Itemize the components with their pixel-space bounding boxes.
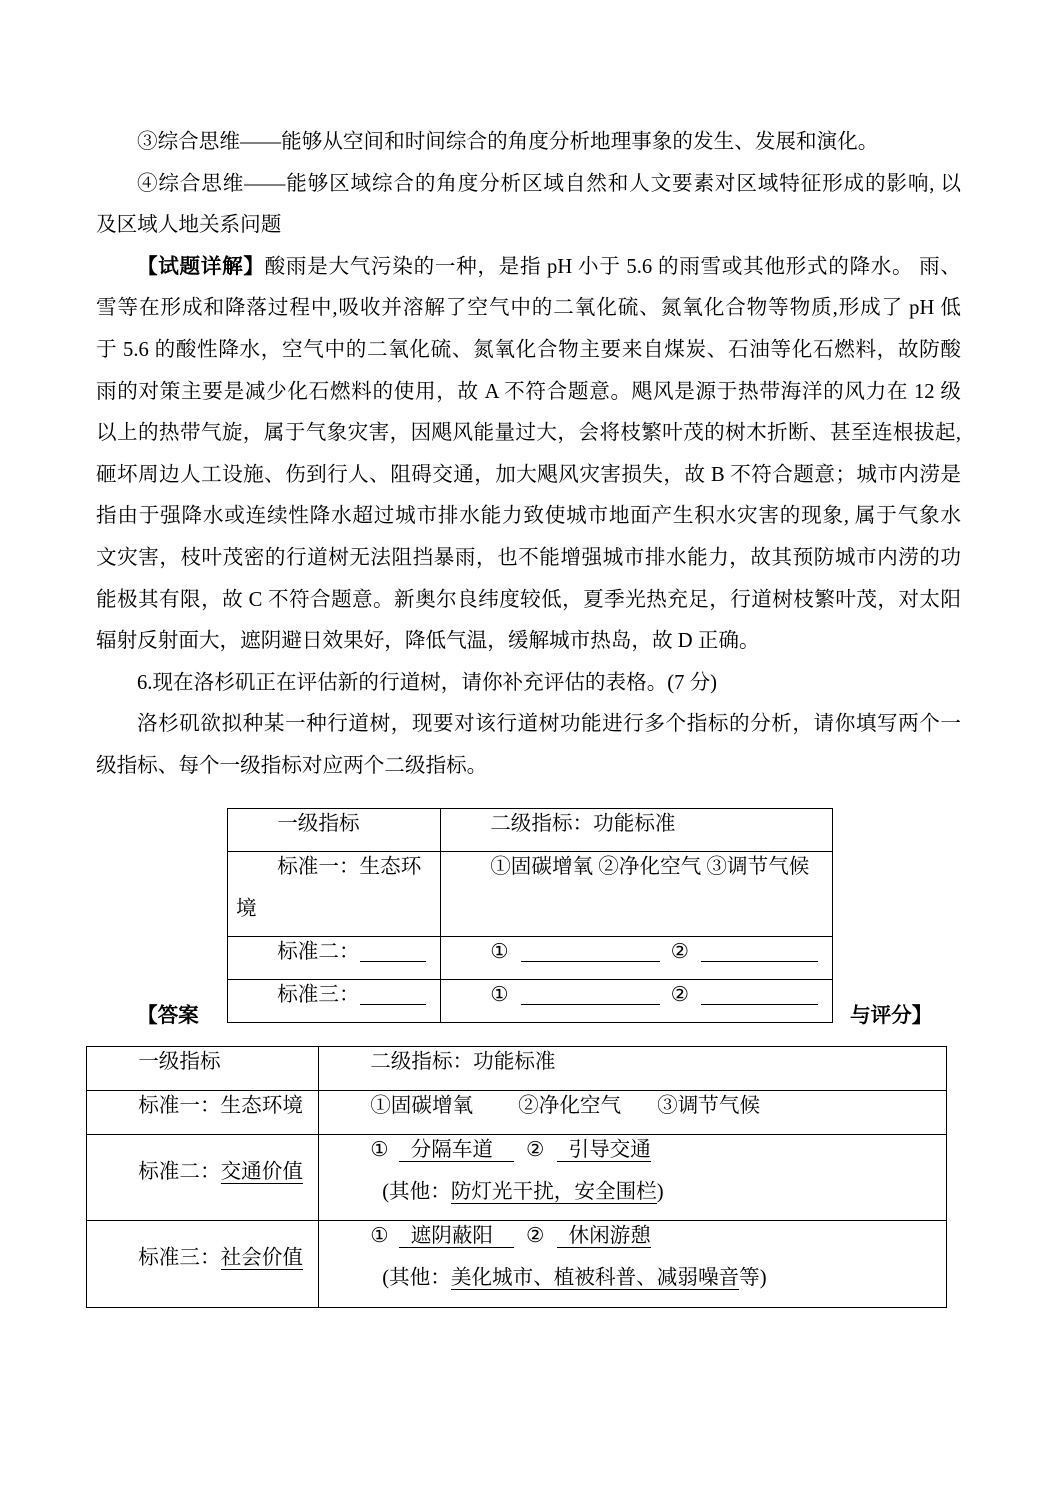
- evaluation-table-blank: [227, 808, 833, 1023]
- level2-item: ②净化空气: [518, 1095, 622, 1117]
- level1-label: 标准一：生态环境: [236, 856, 422, 920]
- level2-cell: [319, 1221, 947, 1308]
- item-mark: ②: [670, 984, 690, 1006]
- analysis-line: 能极其有限，故 C 不符合题意。新奥尔良纬度较低，夏季光热充足，行道树枝繁叶茂，对太阳: [96, 588, 961, 611]
- evaluation-table-answer: [86, 1046, 947, 1308]
- fill-in-blank: [521, 988, 660, 1005]
- level1-cell: [87, 1221, 319, 1308]
- other-suffix: 等): [739, 1267, 767, 1289]
- level2-text: ①固碳增氧 ②净化空气 ③调节气候: [490, 856, 810, 878]
- fill-in-blank: [521, 945, 660, 962]
- fill-in-blank: [360, 945, 426, 962]
- level1-cell: [228, 980, 441, 1023]
- item-mark: ②: [526, 1139, 545, 1161]
- table-row: [228, 980, 833, 1023]
- level1-cell: [87, 1091, 319, 1135]
- level2-answer: 遮阴蔽阳: [399, 1225, 514, 1248]
- table-row: [87, 1091, 947, 1135]
- answer-heading-left: 【答案: [137, 1005, 199, 1027]
- other-prefix: (其他：: [382, 1181, 451, 1203]
- analysis-line: 以上的热带气旋，属于气象灾害，因飓风能量过大，会将枝繁叶茂的树木折断、甚至连根拔起,: [96, 422, 961, 445]
- fill-in-blank: [701, 945, 818, 962]
- question-instruction-line: 洛杉矶欲拟种某一种行道树，现要对该行道树功能进行多个指标的分析，请你填写两个一: [137, 713, 961, 736]
- header-level1-label: 一级指标: [277, 813, 360, 835]
- header-cell-level1: [87, 1047, 319, 1091]
- level1-label: 标准三：: [277, 984, 360, 1006]
- paragraph-comprehensive-thinking-4-line: 及区域人地关系问题: [96, 214, 282, 237]
- question-instruction-line: 级指标、每个一级指标对应两个二级指标。: [96, 754, 488, 777]
- other-answers: 美化城市、植被科普、减弱噪音: [450, 1267, 740, 1289]
- analysis-line: 指由于强降水或连续性降水超过城市排水能力致使城市地面产生积水灾害的现象, 属于气象水: [96, 505, 961, 528]
- fill-in-blank: [701, 988, 818, 1005]
- level2-answer: 休闲游憩: [557, 1225, 651, 1248]
- item-mark: ①: [370, 1139, 389, 1161]
- level2-answer: 分隔车道: [399, 1139, 514, 1162]
- item-mark: ①: [490, 984, 509, 1006]
- analysis-line: 文灾害，枝叶茂密的行道树无法阻挡暴雨，也不能增强城市排水能力，故其预防城市内涝的功: [96, 546, 961, 569]
- paragraph-comprehensive-thinking-4-line: ④综合思维——能够区域综合的角度分析区域自然和人文要素对区域特征形成的影响, 以: [137, 172, 961, 195]
- header-level1-label: 一级指标: [138, 1051, 221, 1073]
- analysis-line: 砸坏周边人工设施、伤到行人、阻碍交通，加大飓风灾害损失，故 B 不符合题意；城市内涝是: [96, 463, 961, 486]
- level2-cell: [441, 980, 833, 1023]
- analysis-line: 于 5.6 的酸性降水，空气中的二氧化硫、氮氧化合物主要来自煤炭、石油等化石燃料，故防酸: [96, 338, 961, 361]
- level1-cell: [228, 852, 441, 937]
- other-answers: 防灯光干扰，安全围栏: [450, 1181, 657, 1203]
- level2-item: ③调节气候: [657, 1095, 761, 1117]
- level1-prefix: 标准二：: [138, 1160, 221, 1183]
- level2-answer: 引导交通: [557, 1139, 651, 1162]
- level1-label: 标准二：: [277, 941, 360, 963]
- level2-cell: [319, 1091, 947, 1135]
- header-level2-label: 二级指标：功能标准: [490, 813, 676, 835]
- table-row: [228, 852, 833, 937]
- item-mark: ②: [526, 1225, 545, 1247]
- analysis-line: 辐射反射面大，遮阴避日效果好，降低气温，缓解城市热岛，故 D 正确。: [96, 630, 760, 653]
- item-mark: ①: [490, 941, 509, 963]
- item-mark: ①: [370, 1225, 389, 1247]
- analysis-text: 酸雨是大气污染的一种，是指 pH 小于 5.6 的雨雪或其他形式的降水。 雨、: [264, 255, 962, 278]
- paragraph-comprehensive-thinking-3: ③综合思维——能够从空间和时间综合的角度分析地理事象的发生、发展和演化。: [137, 131, 879, 153]
- table-row: [87, 1221, 947, 1308]
- header-level2-label: 二级指标：功能标准: [370, 1051, 556, 1073]
- body-text: [96, 122, 961, 788]
- analysis-label: 【试题详解】: [137, 255, 265, 278]
- header-cell-level2: [319, 1047, 947, 1091]
- other-suffix: ): [656, 1181, 664, 1203]
- item-mark: ②: [670, 941, 690, 963]
- fill-in-blank: [360, 988, 426, 1005]
- analysis-line: 雨的对策主要是减少化石燃料的使用，故 A 不符合题意。飓风是源于热带海洋的风力在 12 级: [96, 380, 961, 403]
- level1-prefix: 标准三：: [138, 1247, 221, 1269]
- level1-cell: [87, 1135, 319, 1221]
- answer-heading-right: 与评分】: [850, 1005, 933, 1027]
- analysis-line: 雪等在形成和降落过程中,吸收并溶解了空气中的二氧化硫、氮氧化合物等物质,形成了 pH 低: [96, 297, 961, 320]
- table-row: [87, 1135, 947, 1221]
- table-header-row: [87, 1047, 947, 1091]
- analysis-line: [96, 247, 961, 289]
- level1-answer: 交通价值: [220, 1160, 303, 1183]
- level1-answer: 社会价值: [220, 1247, 303, 1269]
- level2-cell: [441, 852, 833, 937]
- level2-item: ①固碳增氧: [370, 1095, 474, 1117]
- question-6: 6.现在洛杉矶正在评估新的行道树，请你补充评估的表格。(7 分): [137, 671, 718, 694]
- level1-label: 标准一：生态环境: [138, 1095, 303, 1117]
- level2-cell: [319, 1135, 947, 1221]
- other-prefix: (其他：: [382, 1267, 451, 1289]
